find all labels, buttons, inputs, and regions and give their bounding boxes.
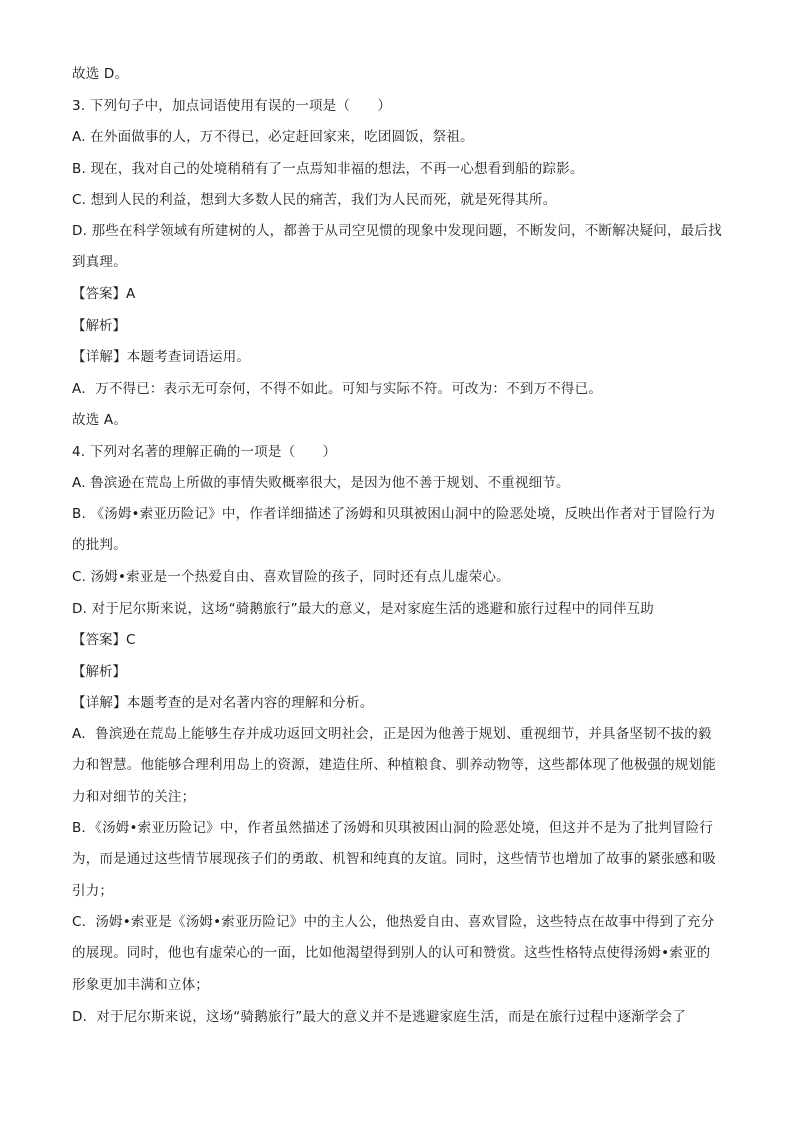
question-4-detail-d: D．对于尼尔斯来说，这场“骑鹅旅行”最大的意义并不是逃避家庭生活，而是在旅行过程中逐渐学会了: [72, 1008, 687, 1025]
question-4-detail-c: C．汤姆•索亚是《汤姆•索亚历险记》中的主人公，他热爱自由、喜欢冒险，这些特点在故事中得到了充分的展现。同时，他也有虚荣心的一面，比如他渴望得到别人的认可和赞赏。这些性格特点使得汤姆•索亚的形象更加丰满和立体；: [72, 913, 715, 993]
question-4-option-b: B. 《汤姆•索亚历险记》中，作者详细描述了汤姆和贝琪被困山洞中的险恶处境，反映出作者对于冒险行为的批判。: [72, 505, 716, 553]
question-4-analysis-label: 【解析】: [72, 663, 126, 680]
question-3-option-a: A. 在外面做事的人，万不得已，必定赶回家来，吃团圆饭，祭祖。: [72, 129, 474, 145]
question-3-option-d: D. 那些在科学领域有所建树的人，都善于从司空见惯的现象中发现问题，不断发问，不断解决疑问，最后找到真理。: [72, 222, 722, 270]
question-3-option-b: B. 现在，我对自己的处境稍稍有了一点焉知非福的想法，不再一心想看到船的踪影。: [72, 160, 584, 177]
question-3-option-c: C. 想到人民的利益，想到大多数人民的痛苦，我们为人民而死，就是死得其所。: [72, 192, 557, 208]
question-3-detail-a: A．万不得已：表示无可奈何，不得不如此。可知与实际不符。可改为：不到万不得已。: [72, 380, 603, 397]
document-body: [72, 64, 722, 1038]
question-4-option-a: A. 鲁滨逊在荒岛上所做的事情失败概率很大，是因为他不善于规划、不重视细节。: [72, 475, 570, 491]
question-3-detail: 【详解】本题考查词语运用。: [72, 349, 251, 365]
question-4-detail-b: B．《汤姆•索亚历险记》中，作者虽然描述了汤姆和贝琪被困山洞的险恶处境，但这并不是为了批判冒险行为，而是通过这些情节展现孩子们的勇敢、机智和纯真的友谊。同时，这些情节也增加了故事的紧张感和吸引力；: [72, 819, 716, 899]
question-3-analysis-label: 【解析】: [72, 317, 126, 334]
question-4-option-d: D. 对于尼尔斯来说，这场“骑鹅旅行”最大的意义，是对家庭生活的逃避和旅行过程中的同伴互助: [72, 600, 654, 617]
answer-conclusion-q2: 故选 D。: [72, 66, 129, 82]
question-3-answer: 【答案】A: [72, 286, 136, 302]
question-4-detail: 【详解】本题考查的是对名著内容的理解和分析。: [72, 695, 374, 711]
question-4-detail-a: A．鲁滨逊在荒岛上能够生存并成功返回文明社会，正是因为他善于规划、重视细节，并具备坚韧不拔的毅力和智慧。他能够合理利用岛上的资源，建造住所、种植粮食、驯养动物等，这些都体现了他极强的规划能力和对细节的关注；: [72, 725, 716, 805]
question-4-option-c: C. 汤姆•索亚是一个热爱自由、喜欢冒险的孩子，同时还有点儿虚荣心。: [72, 569, 510, 585]
question-4-stem: 4. 下列对名著的理解正确的一项是（ ）: [72, 443, 337, 460]
question-3-conclusion: 故选 A。: [72, 412, 128, 428]
question-4-answer: 【答案】C: [72, 632, 136, 648]
question-3-stem: 3. 下列句子中，加点词语使用有误的一项是（ ）: [72, 97, 392, 114]
